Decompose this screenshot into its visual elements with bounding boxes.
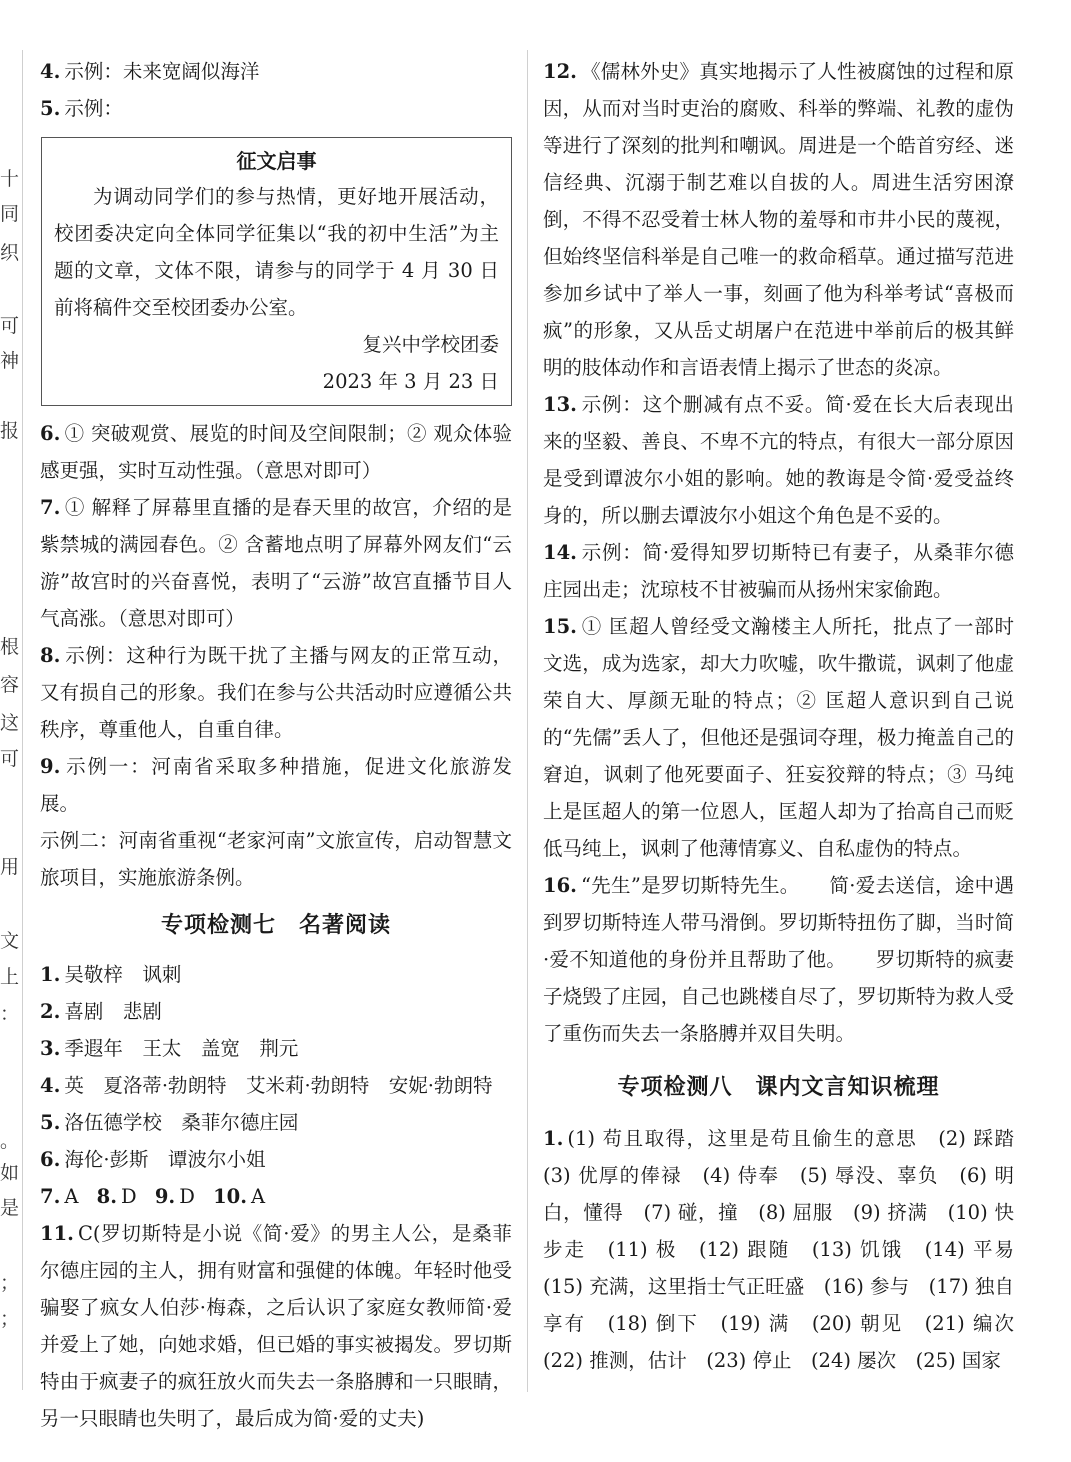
section7-answer-5: 5. 洛伍德学校 桑菲尔德庄园 [40,1111,299,1134]
edge-fragment-char: 根 [0,636,20,658]
edge-fragment-char: 同 [0,203,20,225]
page-edge-line [22,50,23,1390]
section7-answer-16: 16. “先生”是罗切斯特先生。 简·爱去送信，途中遇到罗切斯特连人带马滑倒。罗切斯特扭伤了脚，当时简·爱不知道他的身份并且帮助了他。 罗切斯特的疯妻子烧毁了庄园，自己也跳楼自尽了，罗切斯特为救人受了重伤而失去一条胳膊并双目失明。 [543,874,1014,1045]
section7-answer-15: 15. ① 匡超人曾经受文瀚楼主人所托，批点了一部时文选，成为选家，却大力吹嘘，吹牛撒谎，讽刺了他虚荣自大、厚颜无耻的特点；② 匡超人意识到自己说的“先儒”丢人了，但他还是强词夺理，极力掩盖自己的窘迫，讽刺了他死要面子、狂妄狡辩的特点；③ 马纯上是匡超人的第一位恩人，匡超人却为了抬高自己而贬低马纯上，讽刺了他薄情寡义、自私虚伪的特点。 [543,615,1014,860]
essay-notice-box [41,137,512,406]
edge-fragment-char: 用 [0,856,20,878]
notice-signature: 复兴中学校团委 [362,333,499,356]
answer-9-example-2: 示例二：河南省重视“老家河南”文旅宣传，启动智慧文旅项目，实施旅游条例。 [40,829,512,889]
edge-fragment-char: 容 [0,674,20,696]
edge-fragment-char: 织 [0,242,20,264]
left-column [40,53,512,1437]
edge-fragment-char: ； [0,1272,20,1294]
edge-fragment-char: ； [0,1308,20,1330]
right-column [543,53,1034,1379]
edge-fragment-char: 这 [0,712,20,734]
notice-body: 为调动同学们的参与热情，更好地开展活动，校团委决定向全体同学征集以“我的初中生活”为主题的文章，文体不限，请参与的同学于 4 月 30 日前将稿件交至校团委办公室。 [54,185,499,319]
edge-fragment-char: 神 [0,350,20,372]
section7-answer-3: 3. 季遐年 王太 盖宽 荆元 [40,1037,299,1060]
section7-answer-2: 2. 喜剧 悲剧 [40,1000,162,1023]
section7-answer-14: 14. 示例：简·爱得知罗切斯特已有妻子，从桑菲尔德庄园出走；沈琼枝不甘被骗而从扬州宋家偷跑。 [543,541,1014,601]
edge-fragment-char: 可 [0,315,20,337]
edge-fragment-char: 可 [0,748,20,770]
edge-fragment-char: 如 [0,1162,20,1184]
answer-5: 5. 示例： [40,97,123,120]
section7-answer-12: 12. 《儒林外史》真实地揭示了人性被腐蚀的过程和原因，从而对当时吏治的腐败、科举的弊端、礼教的虚伪等进行了深刻的批判和嘲讽。周进是一个皓首穷经、迷信经典、沉溺于制艺难以自拔的人。周进生活穷困潦倒，不得不忍受着士林人物的羞辱和市井小民的蔑视，但始终坚信科举是自己唯一的救命稻草。通过描写范进参加乡试中了举人一事，刻画了他为科举考试“喜极而疯”的形象，又从岳丈胡屠户在范进中举前后的极其鲜明的肢体动作和言语表情上揭示了世态的炎凉。 [543,60,1014,379]
section-8-title: 专项检测八 课内文言知识梳理 [617,1075,940,1100]
notice-title: 征文启事 [236,149,317,173]
section7-answer-11: 11. C(罗切斯特是小说《简·爱》的男主人公，是桑菲尔德庄园的主人，拥有财富和强健的体魄。年轻时他受骗娶了疯女人伯莎·梅森，之后认识了家庭女教师简·爱并爱上了她，向她求婚，但已婚的事实被揭发。罗切斯特由于疯妻子的疯狂放火而失去一条胳膊和一只眼睛，另一只眼睛也失明了，最后成为简·爱的丈夫) [40,1222,512,1430]
answer-8: 8. 示例：这种行为既干扰了主播与网友的正常互动，又有损自己的形象。我们在参与公共活动时应遵循公共秩序，尊重他人，自重自律。 [40,644,512,741]
section7-answers-7-10: 7. A 8. D 9. D 10. A [40,1185,266,1208]
section-7-title: 专项检测七 名著阅读 [160,913,391,938]
answer-9-example-1: 9. 示例一：河南省采取多种措施，促进文化旅游发展。 [40,755,512,815]
notice-date: 2023 年 3 月 23 日 [322,370,499,393]
left-page-edge [0,0,24,1462]
edge-fragment-char: 报 [0,420,20,442]
edge-fragment-char: 是 [0,1197,20,1219]
section7-answer-6: 6. 海伦·彭斯 谭波尔小姐 [40,1148,266,1171]
edge-fragment-char: 十 [0,168,20,190]
edge-fragment-char: ： [0,1003,20,1025]
edge-fragment-char: 。 [0,1130,20,1152]
section8-answer-1: 1. (1) 苟且取得，这里是苟且偷生的意思 (2) 踩踏 (3) 优厚的俸禄 (4) 侍奉 (5) 辱没、辜负 (6) 明白，懂得 (7) 碰，撞 (8) 屈服 (9) 挤满 (10) 快步走 (11) 极 (12) 跟随 (13) 饥饿 (14) 平易 (15) 充满，这里指士气正旺盛 (16) 参与 (17) 独自享有 (18) 倒下 (19) 满 (20) 朝见 (21) 编次 (22) 推测，估计 (23) 停止 (24) 屡次 (25) 国家 [543,1127,1034,1372]
answer-7: 7. ① 解释了屏幕里直播的是春天里的故宫，介绍的是紫禁城的满园春色。② 含蓄地点明了屏幕外网友们“云游”故宫时的兴奋喜悦，表明了“云游”故宫直播节目人气高涨。（意思对即可） [40,496,512,630]
edge-fragment-char: 文 [0,930,20,952]
section7-answer-1: 1. 吴敬梓 讽刺 [40,963,182,986]
answer-6: 6. ① 突破观赏、展览的时间及空间限制；② 观众体验感更强，实时互动性强。（意思对即可） [40,422,512,482]
column-divider [527,50,528,1392]
section7-answer-13: 13. 示例：这个删减有点不妥。简·爱在长大后表现出来的坚毅、善良、不卑不亢的特点，有很大一部分原因是受到谭波尔小姐的影响。她的教诲是令简·爱受益终身的，所以删去谭波尔小姐这个角色是不妥的。 [543,393,1014,527]
edge-fragment-char: 上 [0,966,20,988]
section7-answer-4: 4. 英 夏洛蒂·勃朗特 艾米莉·勃朗特 安妮·勃朗特 [40,1074,493,1097]
answer-4: 4. 示例：未来宽阔似海洋 [40,60,260,83]
